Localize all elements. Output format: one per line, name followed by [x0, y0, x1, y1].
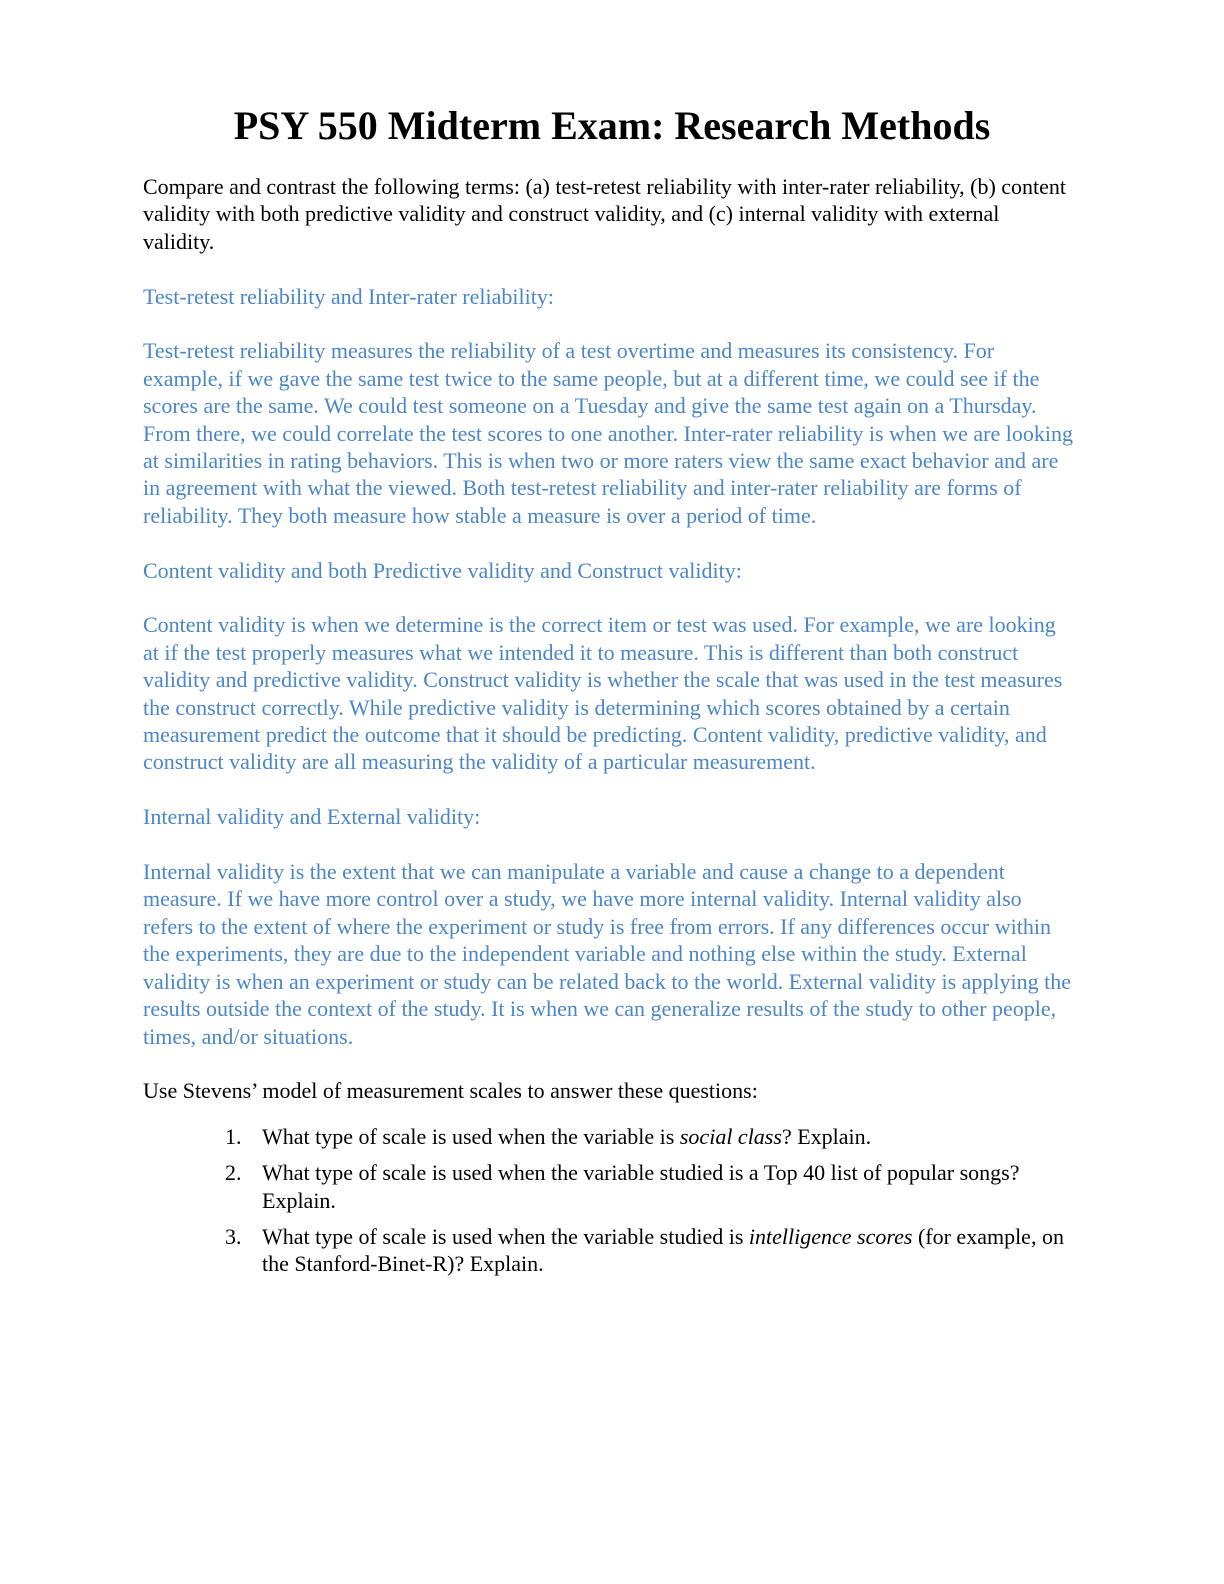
question-text: What type of scale is used when the variable is: [262, 1123, 680, 1149]
document-body: [143, 173, 1073, 1287]
question-text: What type of scale is used when the variable studied is: [262, 1223, 749, 1249]
question-text: What type of scale is used when the variable studied is a Top 40 list of popular songs? Explain.: [262, 1160, 1020, 1213]
section-paragraph: Test-retest reliability measures the reliability of a test overtime and measures its consistency. For example, if we gave the same test twice to the same people, but at a different time, we could see if the scores are the same. We could test someone on a Tuesday and give the same test again on a Thursday. From there, we could correlate the test scores to one another. Inter-rater reliability is when we are looking at similarities in rating behaviors. This is when two or more raters view the same exact behavior and are in agreement with what the viewed. Both test-retest reliability and inter-rater reliability are forms of reliability. They both measure how stable a measure is over a period of time.: [143, 338, 1073, 528]
section-paragraph: Internal validity is the extent that we can manipulate a variable and cause a change to a dependent measure. If we have more control over a study, we have more internal validity. Internal validity also refers to the extent of where the experiment or study is free from errors. If any differences occur within the experiments, they are due to the independent variable and nothing else within the study. External validity is when an experiment or study can be related back to the world. External validity is applying the results outside the context of the study. It is when we can generalize results of the study to other people, times, and/or situations.: [143, 859, 1072, 1049]
question-number: 2.: [225, 1160, 242, 1186]
question-item: [143, 1159, 1073, 1214]
question-emphasis: social class: [679, 1123, 782, 1149]
page-title: PSY 550 Midterm Exam: Research Methods: [233, 103, 991, 148]
answer-section-3: [143, 803, 1073, 1050]
stevens-prompt: Use Stevens’ model of measurement scales to answer these questions:: [143, 1078, 758, 1104]
question-item: [143, 1123, 1073, 1150]
question-text-end: ? Explain.: [781, 1123, 872, 1149]
question-number: 1.: [225, 1123, 242, 1149]
question-list: [143, 1123, 1073, 1278]
question-number: 3.: [225, 1223, 242, 1249]
question-text-end: (for example, on the Stanford-Binet-R)? Explain.: [262, 1223, 1064, 1277]
section-heading: Content validity and both Predictive validity and Construct validity:: [143, 557, 742, 583]
answer-section-2: [143, 557, 1073, 776]
section-heading: Internal validity and External validity:: [143, 804, 481, 830]
answer-section-1: [143, 283, 1073, 530]
exam-prompt: Compare and contrast the following terms: (a) test-retest reliability with inter-rater reliability, (b) content validity with both predictive validity and construct validity, and (c) internal validity with external validity.: [143, 174, 1067, 254]
question-item: [143, 1223, 1073, 1278]
section-heading: Test-retest reliability and Inter-rater reliability:: [143, 283, 554, 309]
section-paragraph: Content validity is when we determine is the correct item or test was used. For example, we are looking at if the test properly measures what we intended it to measure. This is different than both construct validity and predictive validity. Construct validity is whether the scale that was used in the test measures the construct correctly. While predictive validity is determining which scores obtained by a certain measurement predict the outcome that it should be predicting. Content validity, predictive validity, and construct validity are all measuring the validity of a particular measurement.: [143, 612, 1063, 775]
question-emphasis: intelligence scores: [748, 1223, 913, 1249]
